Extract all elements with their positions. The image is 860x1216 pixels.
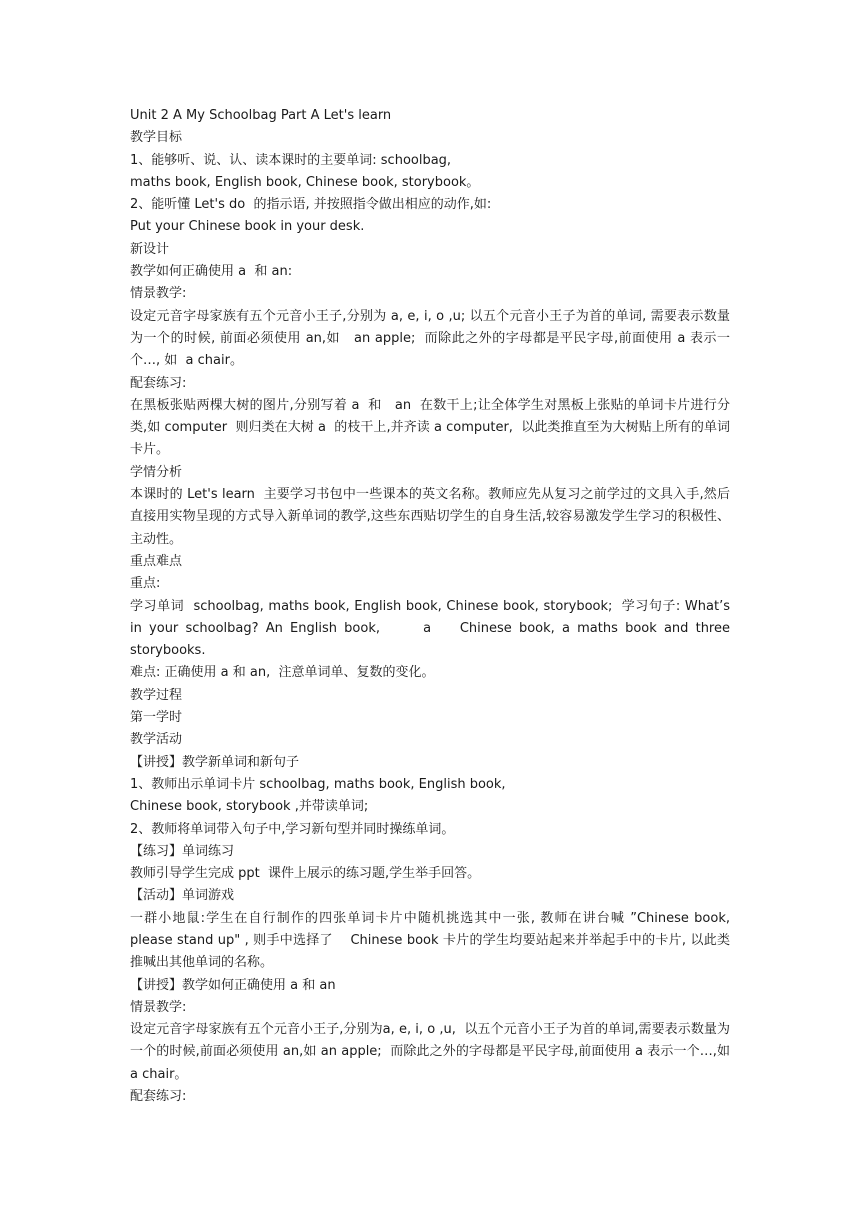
section-heading: 学情分析 [130, 464, 183, 480]
paragraph: 配套练习: [130, 375, 187, 391]
paragraph: 教学如何正确使用 a 和 an: [130, 264, 293, 280]
paragraph: 本课时的 Let's learn 主要学习书包中一些课本的英文名称。教师应先从复习之前学过的文具入手,然后直接用实物呈现的方式导入新单词的教学,这些东西贴切学生的自身生活,较容易激发学生学习的积极性、主动性。 [130, 487, 730, 547]
section-heading: 教学过程 [130, 687, 183, 703]
paragraph: 一群小地鼠:学生在自行制作的四张单词卡片中随机挑选其中一张, 教师在讲台喊 ”Chinese book, please stand up" , 则手中选择了 Chinese book 卡片的学生均要站起来并举起手中的卡片, 以此类推喊出其他单词的名称。 [130, 910, 735, 971]
section-heading: 重点难点 [130, 553, 183, 569]
paragraph: 配套练习: [130, 1089, 187, 1105]
document-body [130, 105, 739, 1108]
activity-heading: 【讲授】教学如何正确使用 a 和 an [130, 977, 336, 993]
paragraph: maths book, English book, Chinese book, storybook。 [130, 174, 480, 190]
section-heading: 第一学时 [130, 710, 183, 726]
paragraph: Put your Chinese book in your desk. [130, 219, 365, 235]
section-heading: 教学活动 [130, 732, 183, 748]
paragraph: 2、教师将单词带入句子中,学习新句型并同时操练单词。 [130, 821, 455, 837]
activity-heading: 【活动】单词游戏 [130, 888, 235, 904]
paragraph: 学习单词 schoolbag, maths book, English book, Chinese book, storybook; 学习句子: What’s in your schoolbag? An English book, a Chinese book, a maths book and three storybooks. [130, 598, 735, 659]
paragraph: 重点: [130, 576, 161, 592]
paragraph: 1、教师出示单词卡片 schoolbag, maths book, English book, [130, 776, 506, 792]
paragraph: 在黑板张贴两棵大树的图片,分别写着 a 和 an 在数干上;让全体学生对黑板上张贴的单词卡片进行分类,如 computer 则归类在大树 a 的枝干上,并齐读 a computer, 以此类推直至为大树贴上所有的单词卡片。 [130, 397, 730, 458]
activity-heading: 【讲授】教学新单词和新句子 [130, 754, 300, 770]
paragraph: 设定元音字母家族有五个元音小王子,分别为 a, e, i, o ,u; 以五个元音小王子为首的单词, 需要表示数量为一个的时候, 前面必须使用 an,如 an apple; 而除此之外的字母都是平民字母,前面使用 a 表示一个…, 如 a chair。 [130, 308, 730, 369]
activity-heading: 【练习】单词练习 [130, 843, 235, 859]
section-heading: 教学目标 [130, 130, 183, 146]
paragraph: Chinese book, storybook ,并带读单词; [130, 799, 369, 815]
paragraph: 教师引导学生完成 ppt 课件上展示的练习题,学生举手回答。 [130, 866, 481, 882]
paragraph: 情景教学: [130, 999, 187, 1015]
paragraph: 设定元音字母家族有五个元音小王子,分别为a, e, i, o ,u, 以五个元音小王子为首的单词,需要表示数量为一个的时候,前面必须使用 an,如 an apple; 而除此之外的字母都是平民字母,前面使用 a 表示一个…,如 a chair。 [130, 1022, 739, 1082]
document-title: Unit 2 A My Schoolbag Part A Let's learn [130, 108, 392, 123]
paragraph: 情景教学: [130, 286, 187, 302]
paragraph: 2、能听懂 Let's do 的指示语, 并按照指令做出相应的动作,如: [130, 197, 492, 213]
section-heading: 新设计 [130, 241, 170, 257]
paragraph: 1、能够听、说、认、读本课时的主要单词: schoolbag, [130, 152, 452, 168]
paragraph: 难点: 正确使用 a 和 an, 注意单词单、复数的变化。 [130, 665, 435, 681]
